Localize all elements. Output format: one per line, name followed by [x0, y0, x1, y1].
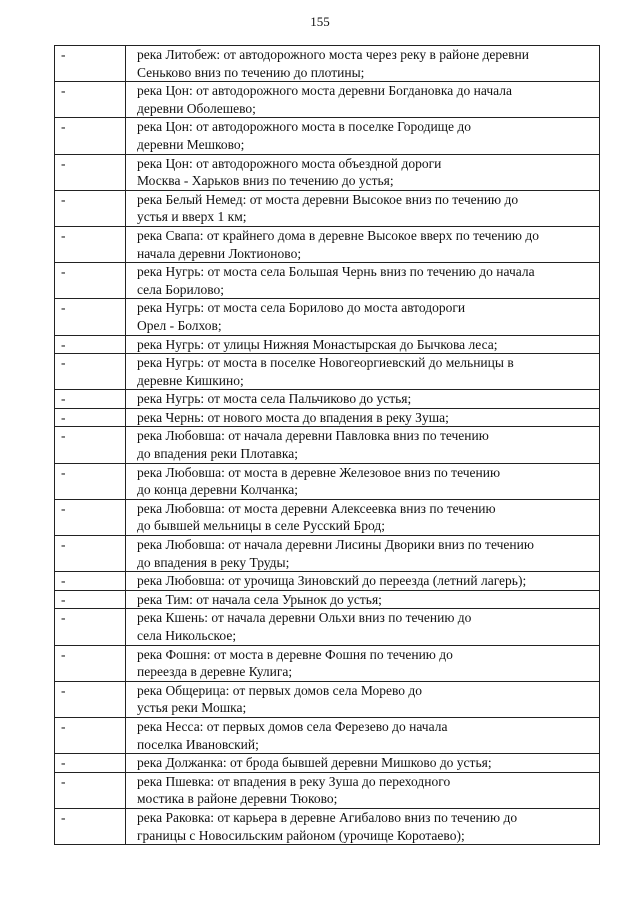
row-text: [126, 118, 600, 154]
text-line: река Любовша: от начала деревни Лисины Дворики вниз по течению: [137, 537, 534, 553]
table-row: [55, 46, 600, 82]
text-line: мостика в районе деревни Тюково;: [137, 791, 338, 807]
row-text: [126, 754, 600, 773]
text-line: деревни Оболешево;: [137, 100, 256, 116]
text-line: река Литобеж: от автодорожного моста через реку в районе деревни: [137, 47, 529, 62]
row-marker: -: [55, 154, 126, 190]
row-marker: -: [55, 82, 126, 118]
row-marker: -: [55, 609, 126, 645]
text-line: переезда в деревне Кулига;: [137, 664, 293, 680]
text-line: река Фошня: от моста в деревне Фошня по течению до: [137, 646, 453, 662]
row-text: [126, 645, 600, 681]
row-text: [126, 572, 600, 591]
text-line: устья и вверх 1 км;: [137, 209, 247, 225]
row-marker: -: [55, 717, 126, 753]
text-line: река Кшень: от начала деревни Ольхи вниз по течению до: [137, 610, 472, 626]
table-row: [55, 754, 600, 773]
row-marker: -: [55, 808, 126, 844]
text-line: Сеньково вниз по течению до плотины;: [137, 64, 365, 80]
row-text: [126, 226, 600, 262]
row-text: [126, 808, 600, 844]
row-marker: -: [55, 754, 126, 773]
table-row: [55, 681, 600, 717]
row-text: [126, 499, 600, 535]
table-row: [55, 609, 600, 645]
row-marker: -: [55, 463, 126, 499]
row-marker: -: [55, 772, 126, 808]
text-line: деревни Мешково;: [137, 136, 245, 152]
text-line: река Нугрь: от улицы Нижняя Монастырская до Бычкова леса;: [137, 336, 498, 352]
page-number: 155: [310, 14, 330, 29]
table-row: [55, 118, 600, 154]
text-line: река Пшевка: от впадения в реку Зуша до переходного: [137, 773, 451, 789]
text-line: река Любовша: от моста в деревне Железовое вниз по течению: [137, 464, 501, 480]
table-row: [55, 808, 600, 844]
row-text: [126, 590, 600, 609]
row-text: [126, 408, 600, 427]
row-marker: -: [55, 118, 126, 154]
row-marker: -: [55, 645, 126, 681]
table-row: [55, 408, 600, 427]
text-line: до бывшей мельницы в селе Русский Брод;: [137, 518, 385, 534]
row-text: [126, 681, 600, 717]
text-line: села Никольское;: [137, 628, 237, 643]
row-marker: -: [55, 408, 126, 427]
text-line: река Тим: от начала села Урынок до устья;: [137, 591, 382, 607]
text-line: река Раковка: от карьера в деревне Агибалово вниз по течению до: [137, 809, 518, 825]
row-marker: -: [55, 499, 126, 535]
table-row: [55, 463, 600, 499]
table-row: [55, 226, 600, 262]
table-row: [55, 499, 600, 535]
text-line: река Несса: от первых домов села Ферезево до начала: [137, 718, 448, 734]
row-text: [126, 390, 600, 409]
row-marker: -: [55, 354, 126, 390]
table-row: [55, 772, 600, 808]
row-marker: -: [55, 390, 126, 409]
text-line: река Должанка: от брода бывшей деревни Мишково до устья;: [137, 755, 492, 771]
text-line: река Любовша: от моста деревни Алексеевка вниз по течению: [137, 500, 496, 516]
row-marker: -: [55, 263, 126, 299]
row-text: [126, 82, 600, 118]
row-text: [126, 299, 600, 335]
text-line: река Любовша: от урочища Зиновский до переезда (летний лагерь);: [137, 573, 527, 589]
row-marker: -: [55, 681, 126, 717]
row-text: [126, 263, 600, 299]
table-row: [55, 590, 600, 609]
text-line: границы с Новосильским районом (урочище Коротаево);: [137, 827, 465, 843]
row-text: [126, 154, 600, 190]
text-line: река Нугрь: от моста села Пальчиково до устья;: [137, 391, 412, 407]
table-row: [55, 645, 600, 681]
text-line: до впадения реки Плотавка;: [137, 446, 298, 462]
table-row: [55, 427, 600, 463]
table-row: [55, 390, 600, 409]
row-text: [126, 609, 600, 645]
row-text: [126, 335, 600, 354]
text-line: начала деревни Локтионово;: [137, 245, 302, 261]
table-row: [55, 299, 600, 335]
text-line: села Борилово;: [137, 281, 224, 297]
table-row: [55, 335, 600, 354]
table-row: [55, 536, 600, 572]
row-text: [126, 354, 600, 390]
rivers-table: [54, 45, 600, 845]
table-row: [55, 263, 600, 299]
text-line: деревне Кишкино;: [137, 372, 244, 388]
row-marker: -: [55, 299, 126, 335]
row-text: [126, 190, 600, 226]
text-line: Орел - Болхов;: [137, 317, 222, 333]
table-body: [55, 46, 600, 845]
row-marker: -: [55, 572, 126, 591]
text-line: устья реки Мошка;: [137, 700, 247, 716]
text-line: река Нугрь: от моста села Борилово до моста автодороги: [137, 300, 466, 316]
row-marker: -: [55, 427, 126, 463]
table-row: [55, 190, 600, 226]
text-line: река Цон: от автодорожного моста объездной дороги: [137, 155, 442, 171]
row-text: [126, 463, 600, 499]
row-text: [126, 427, 600, 463]
text-line: река Чернь: от нового моста до впадения в реку Зуша;: [137, 409, 449, 425]
text-line: Москва - Харьков вниз по течению до устья;: [137, 173, 394, 189]
text-line: река Любовша: от начала деревни Павловка вниз по течению: [137, 428, 489, 444]
text-line: река Свапа: от крайнего дома в деревне Высокое вверх по течению до: [137, 227, 539, 243]
text-line: река Белый Немед: от моста деревни Высокое вниз по течению до: [137, 191, 519, 207]
text-line: поселка Ивановский;: [137, 736, 259, 752]
text-line: до впадения в реку Труды;: [137, 554, 290, 570]
row-text: [126, 717, 600, 753]
row-text: [126, 536, 600, 572]
text-line: река Нугрь: от моста села Большая Чернь вниз по течению до начала: [137, 264, 535, 280]
row-marker: -: [55, 226, 126, 262]
row-marker: -: [55, 190, 126, 226]
table-row: [55, 82, 600, 118]
row-marker: -: [55, 335, 126, 354]
row-marker: -: [55, 536, 126, 572]
table-row: [55, 354, 600, 390]
row-text: [126, 46, 600, 82]
text-line: до конца деревни Колчанка;: [137, 482, 298, 498]
row-text: [126, 772, 600, 808]
text-line: река Цон: от автодорожного моста деревни Богдановка до начала: [137, 83, 512, 99]
row-marker: -: [55, 590, 126, 609]
table-row: [55, 154, 600, 190]
text-line: река Нугрь: от моста в поселке Новогеоргиевский до мельницы в: [137, 355, 514, 371]
text-line: река Цон: от автодорожного моста в поселке Городище до: [137, 119, 472, 135]
text-line: река Общерица: от первых домов села Морево до: [137, 682, 423, 698]
row-marker: -: [55, 46, 126, 82]
table-row: [55, 717, 600, 753]
table-row: [55, 572, 600, 591]
